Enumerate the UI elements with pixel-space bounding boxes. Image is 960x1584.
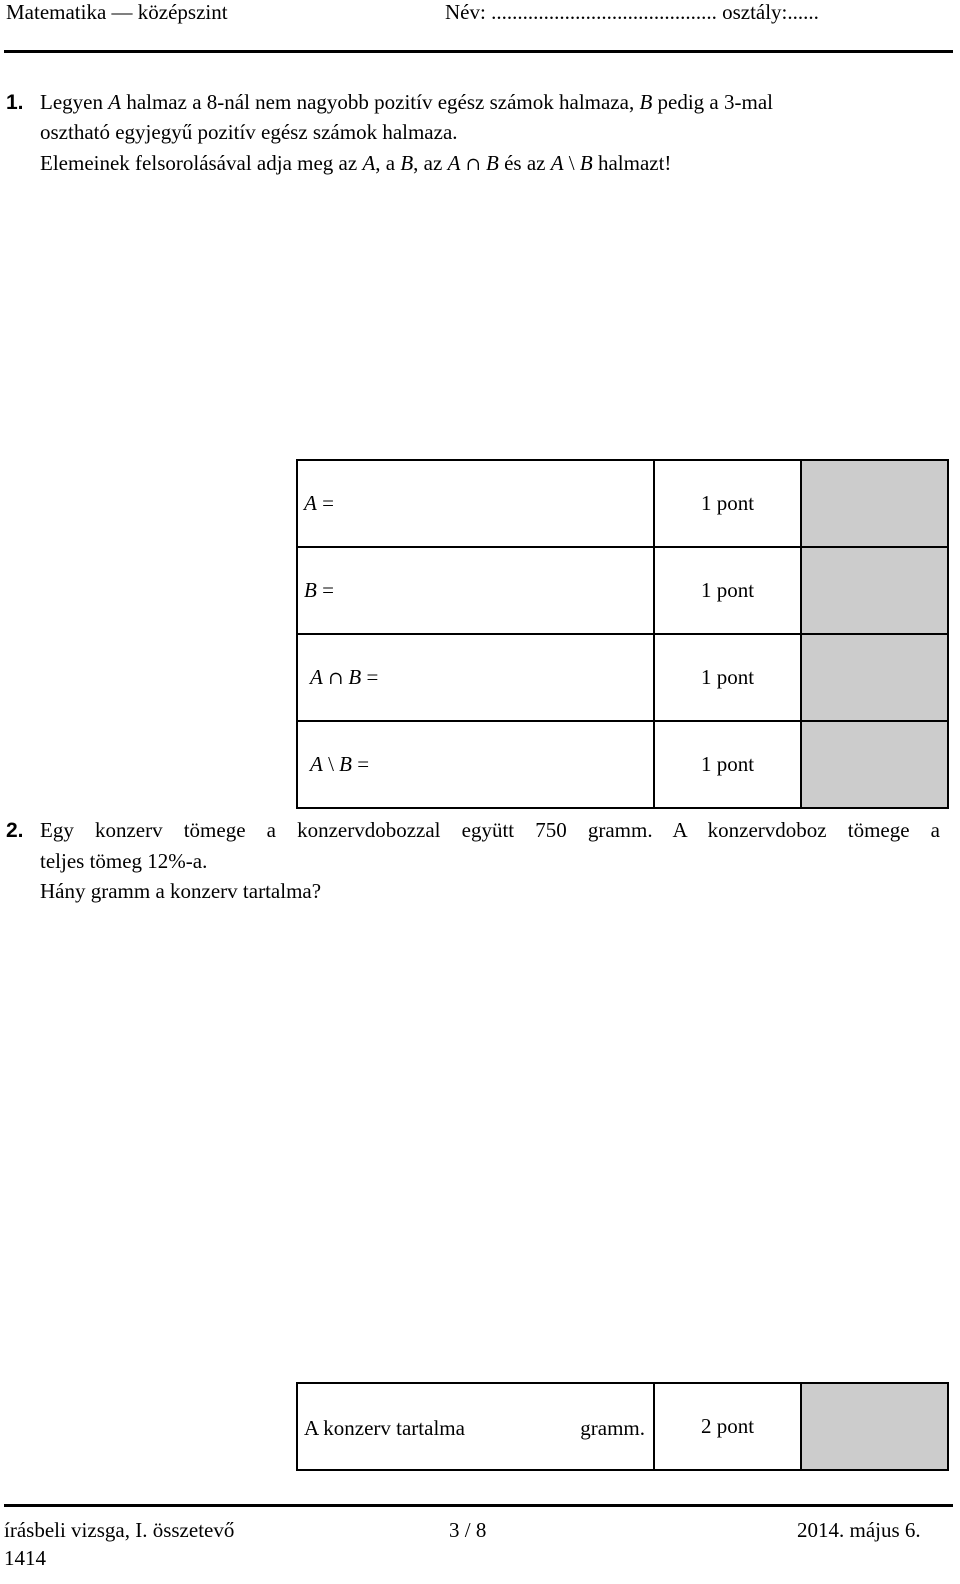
- answer-field-B[interactable]: [297, 547, 654, 634]
- answer-field-difference[interactable]: [297, 721, 654, 808]
- grader-score-cell: [801, 721, 948, 808]
- points-label: 1 pont: [654, 721, 801, 808]
- answer-row-difference: [297, 721, 948, 808]
- answer-unit: gramm.: [580, 1416, 645, 1440]
- answer-field-A[interactable]: [297, 460, 654, 547]
- text: , az: [413, 151, 443, 175]
- var-A: A: [310, 752, 323, 776]
- grader-score-cell: [801, 1383, 948, 1470]
- task2-text-line2: teljes tömeg 12%-a.: [40, 849, 208, 873]
- var-A: A: [447, 151, 461, 175]
- text: Legyen: [40, 90, 103, 114]
- text: pedig a 3-mal: [657, 90, 773, 114]
- header-rule: [4, 50, 953, 53]
- var-A: A: [550, 151, 564, 175]
- answer-field-content[interactable]: [297, 1383, 654, 1470]
- footer-exam-part: írásbeli vizsga, I. összetevő: [4, 1518, 235, 1542]
- var-B: B: [348, 665, 362, 689]
- answer-row: [297, 1383, 948, 1470]
- grader-score-cell: [801, 547, 948, 634]
- answer-label: A konzerv tartalma: [304, 1416, 465, 1440]
- text: Elemeinek felsorolásával adja meg az: [40, 151, 358, 175]
- header-subject: Matematika — középszint: [6, 0, 228, 24]
- setminus-symbol: \: [328, 752, 334, 776]
- answer-row-A: [297, 460, 948, 547]
- answer-field-intersection[interactable]: [297, 634, 654, 721]
- grader-score-cell: [801, 460, 948, 547]
- answer-row-intersection: [297, 634, 948, 721]
- equals: =: [366, 665, 379, 689]
- intersection-symbol: ∩: [328, 668, 344, 689]
- task2-text-line3: Hány gramm a konzerv tartalma?: [40, 879, 322, 903]
- task2-number: [6, 814, 24, 847]
- var-B: B: [400, 151, 414, 175]
- var-B: B: [304, 578, 317, 602]
- text: halmaz a 8-nál nem nagyobb pozitív egész számok halmaza,: [126, 90, 635, 114]
- text: halmazt!: [597, 151, 672, 175]
- task1-text-line3: [40, 147, 671, 181]
- footer-page-number: 3 / 8: [449, 1518, 487, 1542]
- header-name-class: Név: ........................................... osztály:......: [445, 0, 819, 24]
- task1-text-line1: [40, 86, 940, 118]
- equals: =: [322, 578, 334, 602]
- answer-row-B: [297, 547, 948, 634]
- task2-answer-table: [296, 1382, 949, 1471]
- points-label: 1 pont: [654, 547, 801, 634]
- var-B: B: [639, 90, 653, 114]
- points-label: 2 pont: [654, 1383, 801, 1470]
- grader-score-cell: [801, 634, 948, 721]
- footer-date: 2014. május 6.: [797, 1518, 921, 1542]
- intersection-symbol: ∩: [465, 154, 481, 175]
- points-label: 1 pont: [654, 460, 801, 547]
- var-A: A: [108, 90, 122, 114]
- var-B: B: [486, 151, 499, 175]
- var-A: A: [304, 491, 317, 515]
- var-B: B: [339, 752, 352, 776]
- task-number: 1.: [6, 91, 24, 114]
- var-B: B: [579, 151, 593, 175]
- var-A: A: [310, 665, 323, 689]
- equals: =: [357, 752, 370, 776]
- setminus-symbol: \: [568, 151, 575, 175]
- var-A: A: [362, 151, 376, 175]
- footer-rule: [4, 1504, 953, 1507]
- text: , a: [375, 151, 396, 175]
- task1-number: [6, 86, 24, 119]
- footer-code: 1414: [4, 1546, 46, 1570]
- task2-text-line1: Egy konzerv tömege a konzervdobozzal együtt 750 gramm. A konzervdoboz tömege a: [40, 818, 940, 842]
- task1-answer-table: [296, 459, 949, 809]
- points-label: 1 pont: [654, 634, 801, 721]
- text: és az: [504, 151, 546, 175]
- equals: =: [322, 491, 334, 515]
- task1-text-line2: osztható egyjegyű pozitív egész számok halmaza.: [40, 120, 458, 144]
- task-number: 2.: [6, 819, 24, 842]
